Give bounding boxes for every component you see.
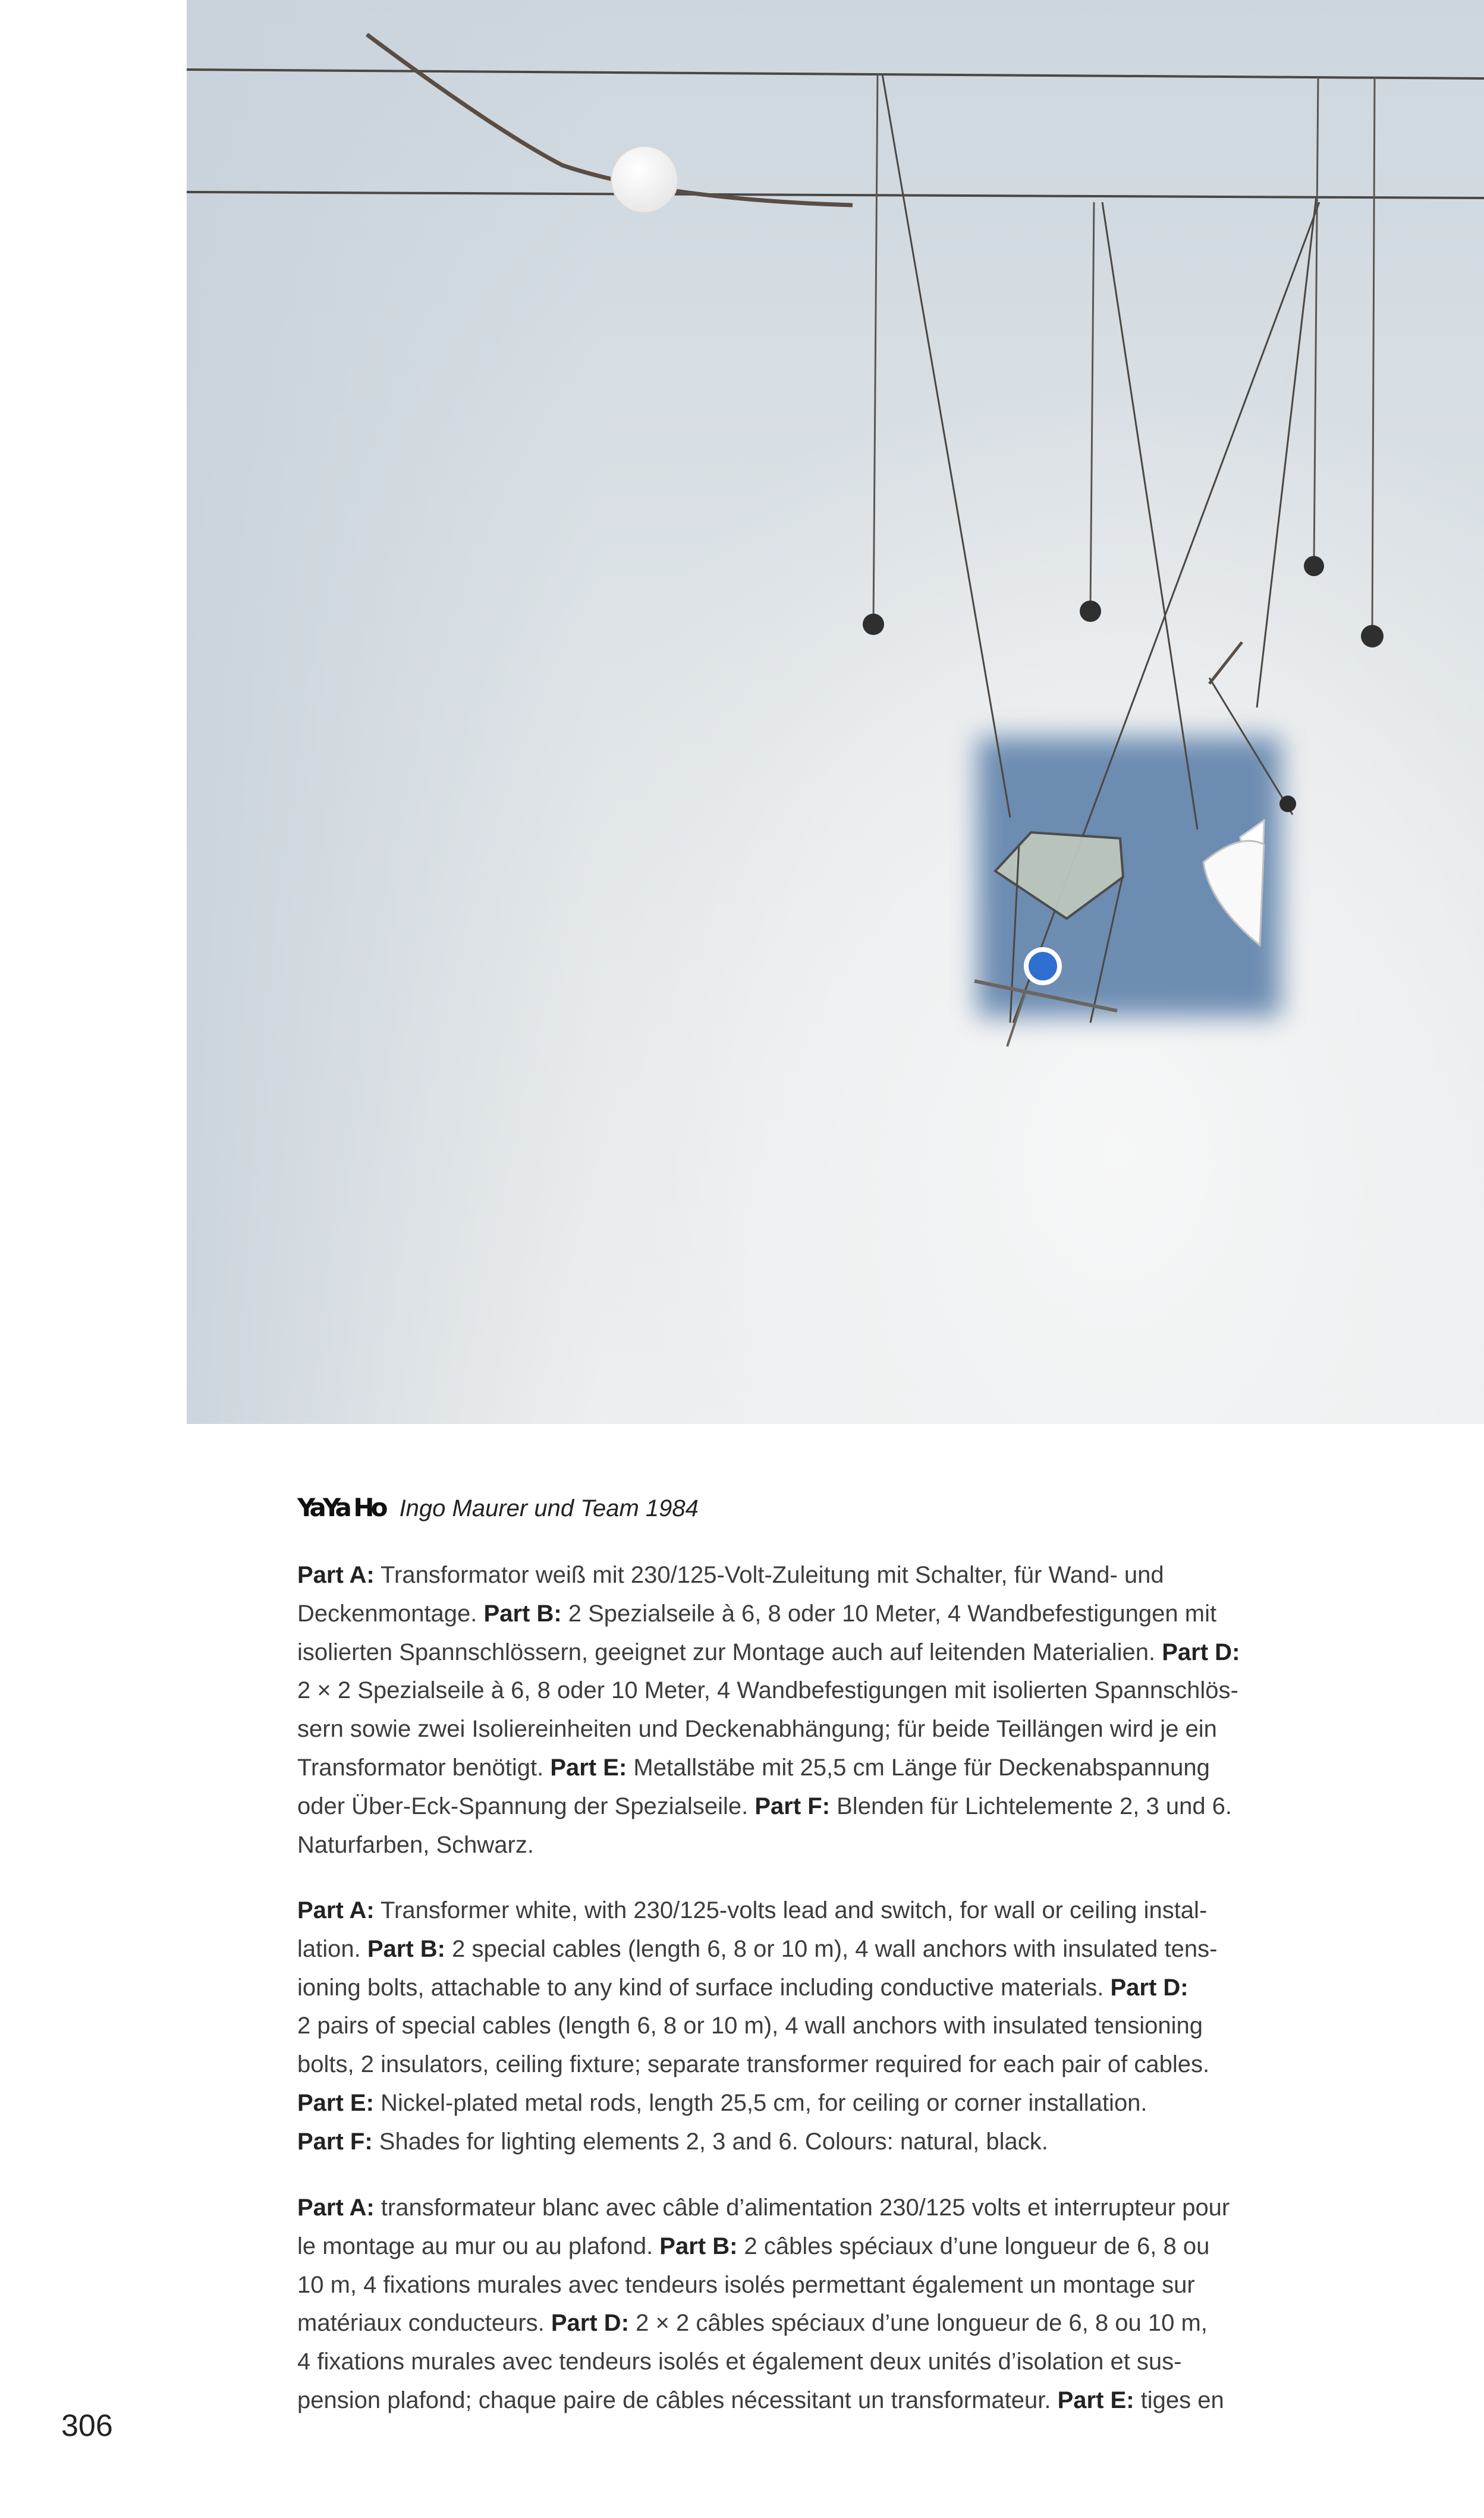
text-run: oder Über-Eck-Spannung der Spezialseile. — [297, 1793, 755, 1819]
text-line — [297, 1930, 1260, 1969]
part-label: Part E: — [297, 2089, 374, 2116]
part-label: Part E: — [550, 1754, 627, 1781]
text-run: Metallstäbe mit 25,5 cm Länge für Deckenabspannung — [627, 1754, 1210, 1781]
text-line — [297, 1710, 1260, 1749]
text-line — [297, 2266, 1260, 2305]
part-label: Part D: — [1162, 1639, 1240, 1665]
product-credit: Ingo Maurer und Team 1984 — [399, 1495, 699, 1522]
text-line — [297, 2189, 1260, 2227]
page-number: 306 — [61, 2409, 113, 2443]
counterweight-4 — [1361, 625, 1384, 647]
product-brand: YaYa Ho — [297, 1493, 385, 1522]
text-run: tiges en — [1134, 2387, 1224, 2413]
text-line — [297, 2007, 1260, 2045]
product-heading — [297, 1491, 1308, 1525]
text-run: 2 pairs of special cables (length 6, 8 or 10 m), 4 wall anchors with insulated tensioning — [297, 2013, 1203, 2039]
text-line — [297, 1749, 1260, 1787]
part-label: Part B: — [367, 1935, 445, 1962]
counterweight-1 — [863, 614, 884, 635]
text-run: 2 special cables (length 6, 8 or 10 m), 4 wall anchors with insulated tens- — [445, 1935, 1218, 1962]
part-label: Part A: — [297, 1897, 375, 1923]
text-run: 2 × 2 câbles spéciaux d’une longueur de 6, 8 ou 10 m, — [629, 2310, 1208, 2337]
text-run: Transformator benötigt. — [297, 1754, 551, 1781]
text-run: pension plafond; chaque paire de câbles nécessitant un transformateur. — [297, 2387, 1058, 2413]
paragraph-english — [297, 1891, 1260, 2161]
text-run: Blenden für Lichtelemente 2, 3 und 6. — [830, 1793, 1233, 1819]
part-label: Part F: — [297, 2128, 373, 2155]
text-line — [297, 1969, 1260, 2007]
text-line — [297, 2343, 1260, 2381]
text-line — [297, 1595, 1260, 1633]
counterweight-3 — [1304, 556, 1324, 576]
paragraph-french — [297, 2189, 1260, 2420]
part-label: Part D: — [1110, 1974, 1189, 2001]
text-run: bolts, 2 insulators, ceiling fixture; separate transformer required for each pair of cables. — [297, 2051, 1210, 2078]
hanging-lamp-installation-photo — [187, 0, 1484, 1424]
text-line — [297, 1891, 1260, 1930]
text-run: 2 câbles spéciaux d’une longueur de 6, 8 ou — [737, 2233, 1210, 2259]
text-run: Nickel-plated metal rods, length 25,5 cm, for ceiling or corner installation. — [373, 2089, 1147, 2116]
text-line — [297, 2123, 1260, 2161]
part-label: Part A: — [297, 1562, 375, 1588]
text-run: ioning bolts, attachable to any kind of surface including conductive materials. — [297, 1974, 1111, 2001]
part-label: Part E: — [1057, 2387, 1134, 2413]
text-run: Naturfarben, Schwarz. — [297, 1831, 534, 1858]
text-run: lation. — [297, 1935, 367, 1962]
part-label: Part F: — [754, 1793, 831, 1819]
text-run: le montage au mur ou au plafond. — [297, 2233, 660, 2259]
text-line — [297, 2381, 1260, 2420]
text-run: 10 m, 4 fixations murales avec tendeurs isolés permettant également un montage sur — [297, 2271, 1195, 2298]
part-label: Part D: — [551, 2310, 630, 2337]
text-run: matériaux conducteurs. — [297, 2310, 551, 2337]
text-run: 2 Spezialseile à 6, 8 oder 10 Meter, 4 Wandbefestigungen mit — [561, 1600, 1217, 1627]
text-line — [297, 2227, 1260, 2266]
text-run: Transformer white, with 230/125-volts lead and switch, for wall or ceiling instal- — [374, 1897, 1208, 1923]
text-line — [297, 1671, 1260, 1710]
part-label: Part B: — [483, 1600, 562, 1627]
text-line — [297, 1787, 1260, 1826]
part-label: Part A: — [297, 2195, 375, 2221]
paragraph-german — [297, 1556, 1260, 1864]
text-run: Deckenmontage. — [297, 1600, 484, 1627]
part-label: Part B: — [659, 2233, 738, 2259]
text-line — [297, 2045, 1260, 2084]
text-run: sern sowie zwei Isoliereinheiten und Deckenabhängung; für beide Teillängen wird je ein — [297, 1716, 1217, 1743]
text-line — [297, 1633, 1260, 1672]
text-line — [297, 1556, 1260, 1595]
figure-lamp — [1026, 950, 1059, 983]
text-line — [297, 2084, 1260, 2123]
text-run: 2 × 2 Spezialseile à 6, 8 oder 10 Meter, 4 Wandbefestigungen mit isolierten Spannschlös- — [297, 1677, 1238, 1704]
text-line — [297, 2304, 1260, 2343]
light-bulb — [611, 146, 678, 213]
shade-socket — [1279, 796, 1296, 812]
text-run: isolierten Spannschlössern, geeignet zur Montage auch auf leitenden Materialien. — [297, 1639, 1162, 1665]
product-photo — [187, 0, 1484, 1424]
text-line — [297, 1826, 1260, 1865]
text-run: Shades for lighting elements 2, 3 and 6. Colours: natural, black. — [372, 2128, 1048, 2155]
text-run: Transformator weiß mit 230/125-Volt-Zuleitung mit Schalter, für Wand- und — [374, 1562, 1164, 1588]
text-run: transformateur blanc avec câble d’alimentation 230/125 volts et interrupteur pour — [374, 2195, 1230, 2221]
counterweight-2 — [1080, 601, 1101, 622]
text-run: 4 fixations murales avec tendeurs isolés et également deux unités d’isolation et sus- — [297, 2349, 1182, 2375]
